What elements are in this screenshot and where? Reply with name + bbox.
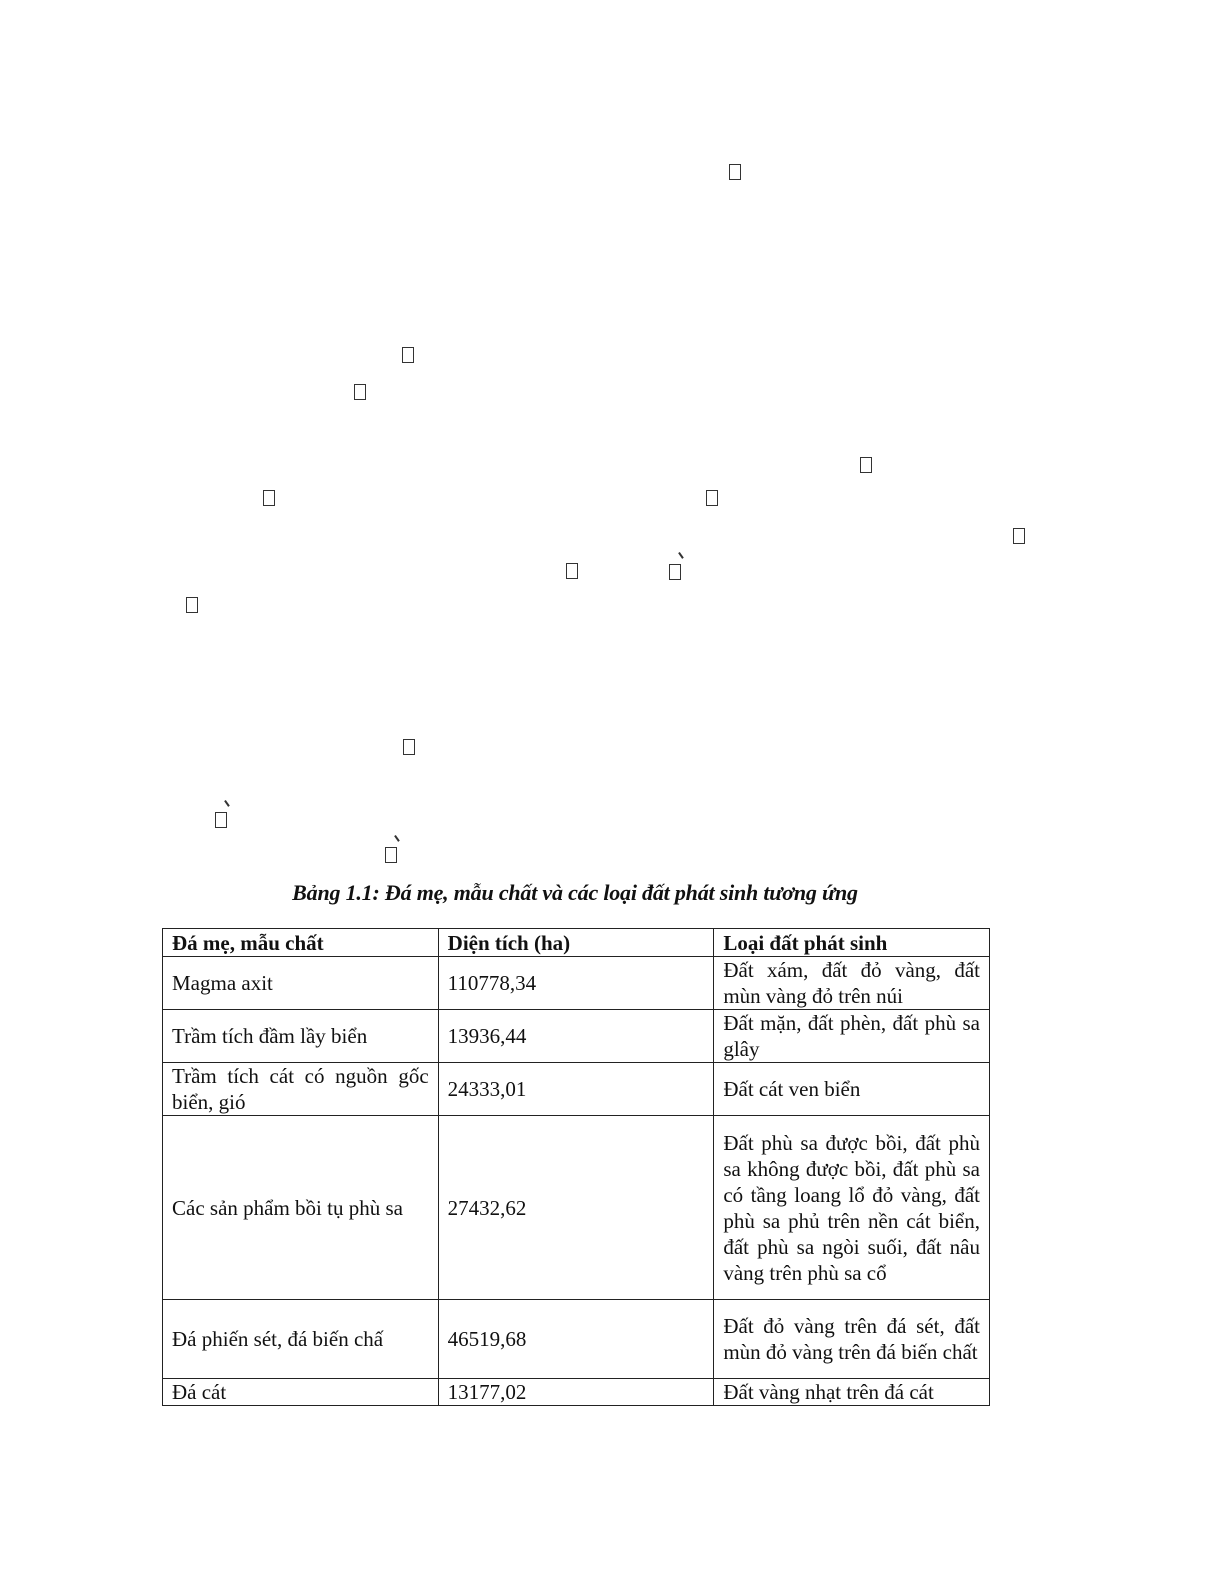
table-cell: Đất mặn, đất phèn, đất phù sa glây: [714, 1010, 990, 1063]
table-cell: 13936,44: [438, 1010, 714, 1063]
table-cell: Trầm tích đầm lầy biển: [163, 1010, 439, 1063]
column-header: Diện tích (ha): [438, 929, 714, 957]
table-cell: Đá phiến sét, đá biến chấ: [163, 1300, 439, 1379]
table-cell: 110778,34: [438, 957, 714, 1010]
grave-accent-icon: [394, 835, 399, 842]
table-cell: Đá cát: [163, 1379, 439, 1406]
table-row: [163, 1010, 990, 1063]
column-header: Loại đất phát sinh: [714, 929, 990, 957]
missing-glyph-icon: [385, 847, 397, 863]
table-cell: Các sản phẩm bồi tụ phù sa: [163, 1116, 439, 1300]
table-cell: 46519,68: [438, 1300, 714, 1379]
table-cell: Đất xám, đất đỏ vàng, đất mùn vàng đỏ trên núi: [714, 957, 990, 1010]
table-cell: 27432,62: [438, 1116, 714, 1300]
table-cell: Đất cát ven biển: [714, 1063, 990, 1116]
column-header: Đá mẹ, mẫu chất: [163, 929, 439, 957]
missing-glyph-icon: [566, 563, 578, 579]
missing-glyph-icon: [354, 384, 366, 400]
table-caption: Bảng 1.1: Đá mẹ, mẫu chất và các loại đất phát sinh tương ứng: [292, 880, 858, 905]
missing-glyph-icon: [403, 739, 415, 755]
table-cell: Đất phù sa được bồi, đất phù sa không được bồi, đất phù sa có tầng loang lổ đỏ vàng, đất phù sa phủ trên nền cát biển, đất phù sa ngòi suối, đất nâu vàng trên phù sa cổ: [714, 1116, 990, 1300]
table-cell: Trầm tích cát có nguồn gốc biển, gió: [163, 1063, 439, 1116]
missing-glyph-icon: [402, 347, 414, 363]
missing-glyph-icon: [215, 812, 227, 828]
table-cell: 13177,02: [438, 1379, 714, 1406]
table-header-row: [163, 929, 990, 957]
missing-glyph-icon: [706, 490, 718, 506]
table-cell: Magma axit: [163, 957, 439, 1010]
missing-glyph-icon: [1013, 528, 1025, 544]
missing-glyph-icon: [669, 564, 681, 580]
table-row: [163, 1116, 990, 1300]
table-cell: 24333,01: [438, 1063, 714, 1116]
missing-glyph-icon: [263, 490, 275, 506]
missing-glyph-icon: [186, 597, 198, 613]
grave-accent-icon: [224, 800, 229, 807]
table-cell: Đất đỏ vàng trên đá sét, đất mùn đỏ vàng trên đá biến chất: [714, 1300, 990, 1379]
missing-glyph-icon: [860, 457, 872, 473]
table-row: [163, 1379, 990, 1406]
grave-accent-icon: [678, 552, 683, 559]
table-cell: Đất vàng nhạt trên đá cát: [714, 1379, 990, 1406]
table-row: [163, 1300, 990, 1379]
table-row: [163, 1063, 990, 1116]
soil-table: [162, 928, 990, 1406]
table-row: [163, 957, 990, 1010]
missing-glyph-icon: [729, 164, 741, 180]
